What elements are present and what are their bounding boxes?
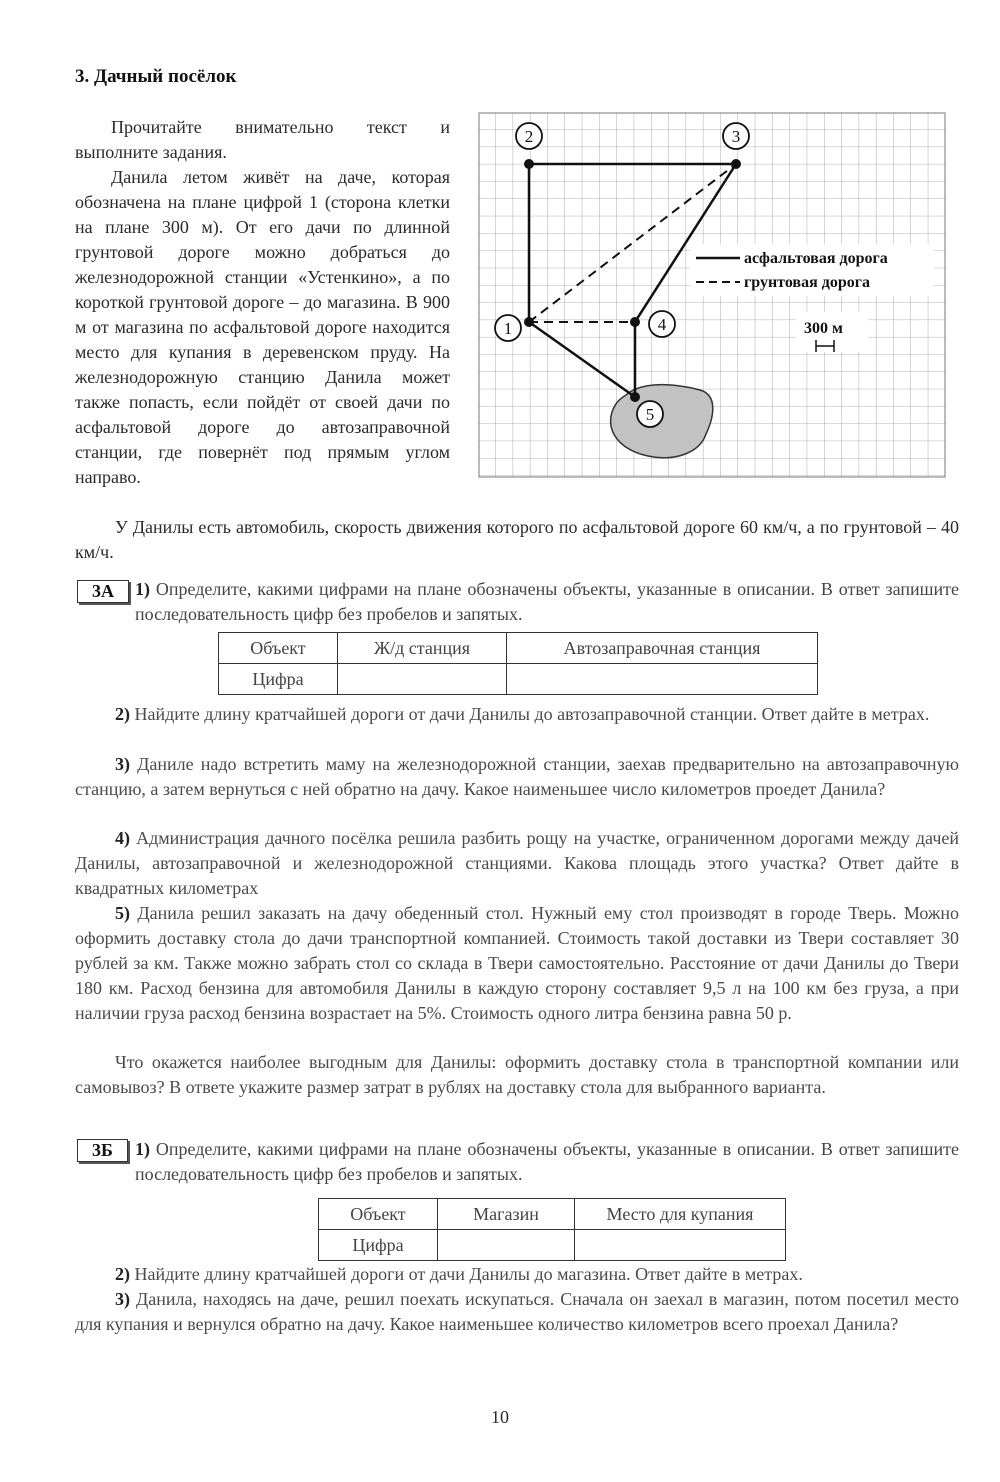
task-3a-q5b-text: Что окажется наиболее выгодным для Данилы: оформить доставку стола в транспортной компании или самовывоз? В ответе укажите размер затрат в рублях на доставку стола для выбранного варианта. xyxy=(75,1052,959,1097)
task-3a-q3-text: Даниле надо встретить маму на железнодорожной станции, заехав предварительно на автозаправочную станцию, а затем вернуться с ней обратно на дачу. Какое наименьшее число километров проедет Данила? xyxy=(75,754,960,799)
node-5-dot xyxy=(630,392,640,402)
task-3b-q2-number: 2) xyxy=(115,1264,130,1284)
village-map xyxy=(478,112,948,480)
table-row-label-digit: Цифра xyxy=(319,1230,438,1261)
page-number: 10 xyxy=(491,1407,509,1427)
node-2-dot xyxy=(524,159,534,169)
intro-paragraph-3: У Данилы есть автомобиль, скорость движения которого по асфальтовой дороге 60 км/ч, а по грунтовой – 40 км/ч. xyxy=(75,517,959,562)
node-3-dot xyxy=(731,159,741,169)
task-3a-answer-table xyxy=(218,632,818,695)
answer-cell-rail-station[interactable] xyxy=(338,664,507,695)
task-3a-q4-text: Администрация дачного посёлка решила разбить рощу на участке, ограниченном дорогами между дачей Данилы, автозаправочной и железнодорожной станциями. Какова площадь этого участка? Ответ дайте в квадратных километрах xyxy=(75,828,959,898)
task-3b-q1 xyxy=(135,1137,959,1187)
point-1-label: 1 xyxy=(503,319,513,338)
task-3a-q5 xyxy=(75,901,959,1026)
point-3 xyxy=(723,123,749,149)
point-1 xyxy=(495,315,521,341)
task-3b-badge: 3Б xyxy=(77,1139,128,1162)
task-3a-q1-number: 1) xyxy=(135,579,150,599)
answer-cell-gas-station[interactable] xyxy=(507,664,818,695)
task-3b-answer-table xyxy=(318,1198,786,1261)
node-4-dot xyxy=(630,317,640,327)
task-3a-q2-number: 2) xyxy=(115,704,130,724)
scale-label: 300 м xyxy=(804,320,843,337)
task-3a-q1 xyxy=(135,577,959,627)
task-3a-q5-number: 5) xyxy=(115,903,130,923)
node-1-dot xyxy=(524,317,534,327)
task-3a-q3 xyxy=(75,752,959,802)
answer-cell-shop[interactable] xyxy=(438,1230,575,1261)
task-3a-badge: 3А xyxy=(77,580,129,603)
table-row-label-digit: Цифра xyxy=(219,664,338,695)
task-3a-q2-text: Найдите длину кратчайшей дороги от дачи Данилы до автозаправочной станции. Ответ дайте в метрах. xyxy=(134,704,930,724)
task-3a-q1-text: Определите, какими цифрами на плане обозначены объекты, указанные в описании. В ответ запишите последовательность цифр без пробелов и запятых. xyxy=(135,579,960,624)
table-header-shop: Магазин xyxy=(438,1199,575,1230)
table-row xyxy=(219,633,818,664)
table-header-object: Объект xyxy=(319,1199,438,1230)
task-3a-q5-text: Данила решил заказать на дачу обеденный стол. Нужный ему стол производят в городе Тверь. Можно оформить доставку стола до дачи транспортной компанией. Стоимость такой доставки из Твери составляет 30 рублей за км. Также можно забрать стол со склада в Твери самостоятельно. Расстояние от дачи Данилы до Твери 180 км. Расход бензина для автомобиля Данилы в каждую сторону составляет 9,5 л на 100 км без груза, а при наличии груза расход бензина возрастает на 5%. Стоимость одного литра бензина равна 50 р. xyxy=(75,903,959,1023)
legend-asphalt-label: асфальтовая дорога xyxy=(744,250,888,267)
task-3b-q3 xyxy=(75,1287,959,1337)
intro-text xyxy=(75,115,450,490)
answer-cell-swimming-place[interactable] xyxy=(575,1230,786,1261)
table-header-rail-station: Ж/д станция xyxy=(338,633,507,664)
task-3a-q4 xyxy=(75,826,959,901)
point-5-label: 5 xyxy=(645,405,655,424)
table-row xyxy=(219,664,818,695)
point-5 xyxy=(637,401,663,427)
point-4-label: 4 xyxy=(657,315,667,334)
task-3b-q1-number: 1) xyxy=(135,1139,150,1159)
task-3a-q5-question xyxy=(75,1050,959,1100)
table-header-swimming-place: Место для купания xyxy=(575,1199,786,1230)
table-row xyxy=(319,1230,786,1261)
legend-dirt-label: грунтовая дорога xyxy=(744,274,870,291)
task-3a-q2 xyxy=(75,702,959,727)
task-3b-q3-number: 3) xyxy=(115,1289,130,1309)
point-2 xyxy=(516,123,542,149)
task-3b-q2 xyxy=(75,1262,959,1287)
point-3-label: 3 xyxy=(731,127,741,146)
task-3b-q3-text: Данила, находясь на даче, решил поехать искупаться. Сначала он заехал в магазин, потом посетил место для купания и вернулся обратно на дачу. Какое наименьшее количество километров всего проехал Данила? xyxy=(75,1289,960,1334)
point-2-label: 2 xyxy=(524,127,534,146)
task-3b-q1-text: Определите, какими цифрами на плане обозначены объекты, указанные в описании. В ответ запишите последовательность цифр без пробелов и запятых. xyxy=(135,1139,960,1184)
task-3a-q4-number: 4) xyxy=(115,828,130,848)
table-row xyxy=(319,1199,786,1230)
intro-paragraph-1: Прочитайте внимательно текст и выполните задания. xyxy=(75,117,450,162)
table-header-object: Объект xyxy=(219,633,338,664)
task-3a-q3-number: 3) xyxy=(115,754,130,774)
intro-paragraph-3-block xyxy=(75,515,959,565)
point-4 xyxy=(649,311,675,337)
section-heading: 3. Дачный посёлок xyxy=(75,66,237,87)
table-header-gas-station: Автозаправочная станция xyxy=(507,633,818,664)
intro-paragraph-2: Данила летом живёт на даче, которая обозначена на плане цифрой 1 (сторона клетки на плане 300 м). От его дачи по длинной грунтовой дороге можно добраться до железнодорожной станции «Устенкино», а по короткой грунтовой дороге – до магазина. В 900 м от магазина по асфальтовой дороге находится место для купания в деревенском пруду. На железнодорожную станцию Данила может также попасть, если пойдёт от своей дачи по асфальтовой дороге до автозаправочной станции, где повернёт под прямым углом направо. xyxy=(75,167,450,487)
task-3b-q2-text: Найдите длину кратчайшей дороги от дачи Данилы до магазина. Ответ дайте в метрах. xyxy=(134,1264,803,1284)
